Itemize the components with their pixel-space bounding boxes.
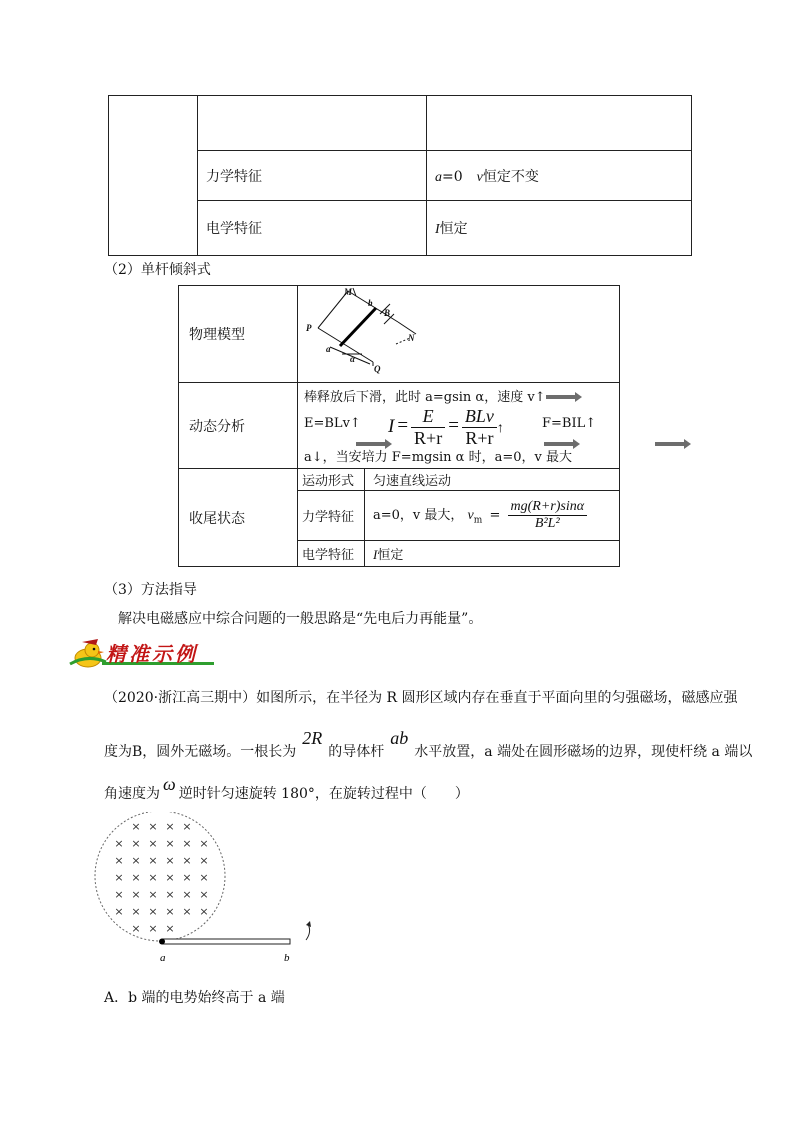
table-top-cell-empty-2 [427, 96, 692, 151]
conductor-rod [162, 939, 290, 944]
section-title-inclined: （2）单杆倾斜式 [104, 262, 211, 278]
field-cross-mark: × [148, 922, 158, 935]
field-cross-mark: × [114, 854, 124, 867]
table-inclined-rod [178, 285, 620, 567]
table-top-value-electrical: I恒定 [427, 201, 692, 256]
field-cross-mark: × [182, 888, 192, 901]
field-cross-mark: × [148, 888, 158, 901]
field-cross-mark: × [165, 888, 175, 901]
field-cross-mark: × [165, 820, 175, 833]
field-cross-mark: × [165, 871, 175, 884]
section-title-method: （3）方法指导 [104, 582, 197, 598]
label-Q: Q [374, 364, 381, 374]
formula-vm: $\frac{mg(R+r)\sin\alpha}{\text{B²L²}}$ [508, 499, 588, 532]
value-final-mechanical: a=0，v 最大， $v_m$ = $\frac{mg(R+r)\sin\alpha}{\text{B²L²}}$ [365, 491, 620, 541]
field-cross-mark: × [199, 837, 209, 850]
method-text: 解决电磁感应中综合问题的一般思路是“先电后力再能量”。 [118, 611, 483, 627]
table-top-label-electrical: 电学特征 [198, 201, 427, 256]
field-cross-mark: × [182, 854, 192, 867]
table-top-cell-empty-1 [198, 96, 427, 151]
field-cross-mark: × [165, 837, 175, 850]
field-cross-mark: × [148, 905, 158, 918]
label-P: P [306, 323, 312, 333]
field-cross-mark: × [131, 888, 141, 901]
field-cross-mark: × [114, 871, 124, 884]
field-cross-mark: × [131, 922, 141, 935]
table-top-label-mechanical: 力学特征 [198, 151, 427, 201]
dynamic-line-2a: E=BLv↑ [304, 415, 361, 431]
label-final-state: 收尾状态 [179, 469, 298, 567]
inclined-rails-diagram [298, 286, 438, 378]
figure-label-b: b [284, 952, 290, 964]
label-M: M [344, 287, 353, 297]
field-cross-mark: × [131, 905, 141, 918]
field-cross-mark: × [199, 905, 209, 918]
label-alpha: α [350, 354, 355, 364]
question-line-2: 度为B，圆外无磁场。一根长为2R的导体杆ab水平放置，a 端处在圆形磁场的边界，现使杆绕 a 端以 [104, 728, 753, 760]
field-cross-mark: × [148, 837, 158, 850]
pivot-point [159, 939, 165, 945]
field-crosses [114, 820, 208, 935]
field-cross-mark: × [182, 837, 192, 850]
field-cross-mark: × [131, 871, 141, 884]
cell-model-diagram [298, 286, 620, 383]
label-motion-form: 运动形式 [298, 469, 365, 491]
label-b: b [368, 298, 373, 308]
field-cross-mark: × [114, 837, 124, 850]
arrow-icon [546, 395, 576, 399]
field-cross-mark: × [165, 854, 175, 867]
field-cross-mark: × [114, 888, 124, 901]
rotation-arrow-icon [306, 924, 310, 940]
label-a: a [326, 344, 331, 354]
question-line-1: （2020·浙江高三期中）如图所示，在半径为 R 圆形区域内存在垂直于平面向里的匀强磁场，磁感应强 [104, 690, 738, 706]
table-top [108, 95, 692, 256]
field-cross-mark: × [165, 905, 175, 918]
table-top-value-mechanical: a=0 v恒定不变 [427, 151, 692, 201]
label-B: B [384, 308, 391, 318]
field-cross-mark: × [114, 905, 124, 918]
dynamic-line-3: a↓，当安培力 F=mgsin α 时，a=0，v 最大 [304, 449, 572, 465]
field-cross-mark: × [199, 871, 209, 884]
field-cross-mark: × [182, 871, 192, 884]
dynamic-line-1: 棒释放后下滑，此时 a=gsin α，速度 v↑ [304, 386, 576, 405]
example-banner [68, 636, 218, 666]
label-final-electrical: 电学特征 [298, 541, 365, 567]
field-cross-mark: × [131, 854, 141, 867]
field-cross-mark: × [131, 837, 141, 850]
question-line-3: 角速度为 ω 逆时针匀速旋转 180°，在旋转过程中（ ） [104, 774, 469, 802]
banner-title: 精准示例 [106, 642, 198, 666]
field-cross-mark: × [199, 854, 209, 867]
label-dynamic-analysis: 动态分析 [179, 383, 298, 469]
cell-dynamic-analysis [298, 383, 620, 469]
field-cross-mark: × [148, 854, 158, 867]
field-cross-mark: × [165, 922, 175, 935]
value-final-electrical: I恒定 [365, 541, 620, 567]
field-cross-mark: × [148, 820, 158, 833]
magnetic-field-figure [90, 812, 320, 972]
label-physical-model: 物理模型 [179, 286, 298, 383]
label-final-mechanical: 力学特征 [298, 491, 365, 541]
option-A: A．b 端的电势始终高于 a 端 [104, 990, 285, 1006]
formula-current: I = $\frac{E}{R+r}$ = $\frac{\text{BLv}}{R+r}$ ↑ [388, 405, 504, 448]
label-N: N [408, 333, 415, 343]
field-cross-mark: × [199, 888, 209, 901]
rod-ab [340, 308, 376, 346]
field-cross-mark: × [148, 871, 158, 884]
arrow-icon [655, 442, 685, 446]
value-motion-form: 匀速直线运动 [365, 469, 620, 491]
field-cross-mark: × [182, 905, 192, 918]
table-top-merged-cell [109, 96, 198, 256]
field-cross-mark: × [131, 820, 141, 833]
figure-label-a: a [160, 952, 166, 964]
field-cross-mark: × [182, 820, 192, 833]
dynamic-line-2b: F=BIL↑ [542, 415, 597, 431]
